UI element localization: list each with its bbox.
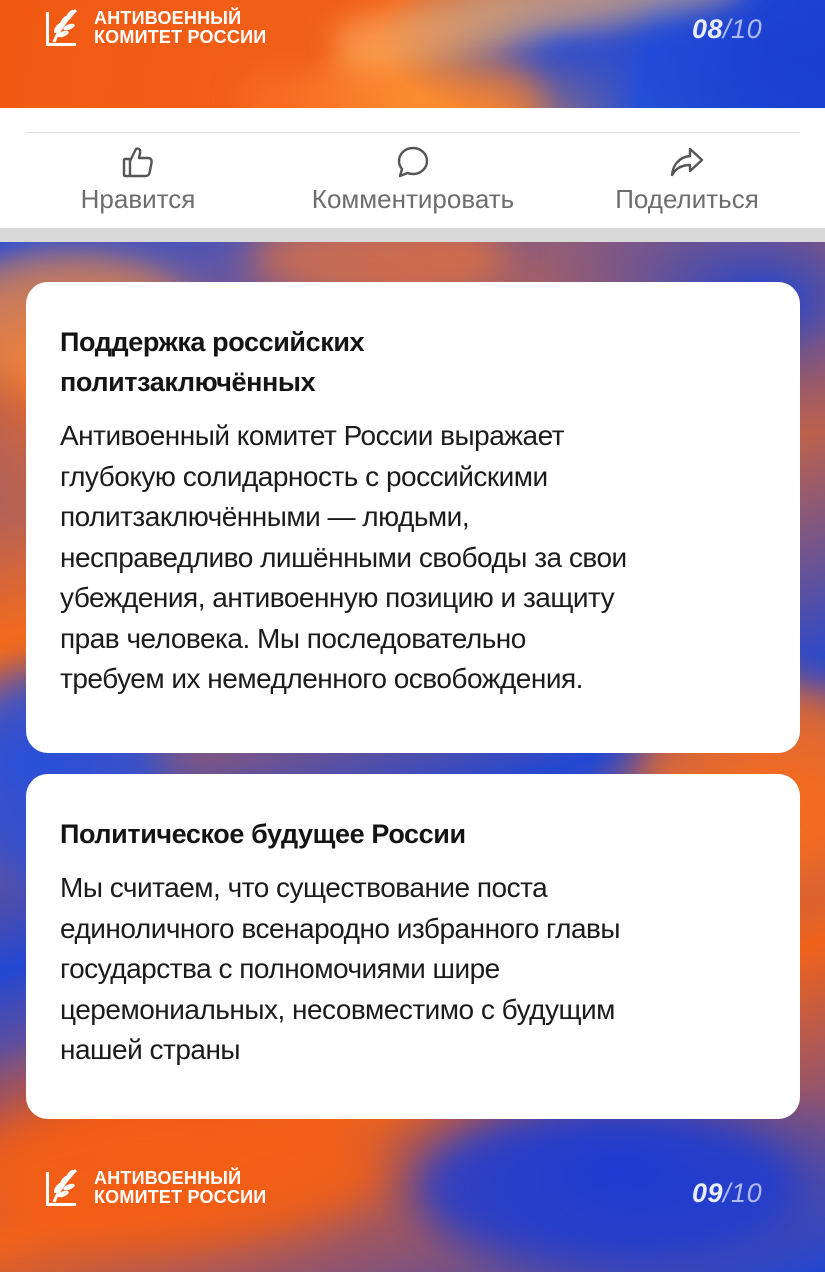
slide-counter — [692, 14, 762, 45]
post-slide-image[interactable] — [0, 242, 825, 1272]
logo-line-2: КОМИТЕТ РОССИИ — [94, 1187, 267, 1207]
card-body — [60, 868, 766, 1071]
card-title — [60, 322, 766, 402]
slide-counter-total: /10 — [723, 14, 763, 44]
thumbs-up-icon — [120, 144, 156, 180]
post-separator — [0, 228, 825, 242]
comment-button[interactable] — [293, 140, 533, 215]
logo-line-1: АНТИВОЕННЫЙ — [94, 8, 242, 28]
bottom-edge — [0, 1272, 825, 1280]
logo-line-1: АНТИВОЕННЫЙ — [94, 1168, 242, 1188]
card-body-line: церемониальных, несовместимо с будущим — [60, 993, 615, 1025]
committee-logo — [44, 1166, 266, 1210]
card-body-line: Антивоенный комитет России выражает — [60, 420, 565, 451]
card-title-line: Поддержка российских — [60, 327, 365, 357]
card-body-line: государства с полномочиями шире — [60, 953, 500, 984]
card-body-line: прав человека. Мы последовательно — [60, 622, 526, 654]
wheat-logo-icon — [44, 6, 86, 50]
card-title — [60, 814, 766, 854]
card-body-line: нашей страны — [60, 1034, 241, 1065]
slide-counter-current: 09 — [692, 1178, 724, 1208]
slide-counter-current: 08 — [692, 14, 724, 44]
card-body-line: политзаключёнными — людьми, — [60, 501, 470, 532]
committee-logo — [44, 6, 266, 50]
card-body — [60, 416, 766, 700]
comment-label: Комментировать — [311, 184, 515, 214]
info-card-political-future — [26, 774, 800, 1119]
wheat-logo-icon — [44, 1166, 86, 1210]
decorative-stripe — [240, 70, 540, 108]
info-card-political-prisoners — [26, 282, 800, 753]
card-body-line: глубокую солидарность с российскими — [60, 460, 548, 492]
card-title-line: Политическое будущее России — [60, 819, 466, 849]
like-label: Нравится — [80, 184, 196, 214]
card-body-line: несправедливо лишёнными свободы за свои — [60, 541, 627, 573]
comment-icon — [395, 144, 431, 180]
share-button[interactable] — [604, 140, 770, 215]
slide-counter-total: /10 — [723, 1178, 763, 1208]
divider — [26, 132, 800, 133]
logo-line-2: КОМИТЕТ РОССИИ — [94, 27, 267, 47]
card-title-line: политзаключённых — [60, 367, 316, 397]
like-button[interactable] — [72, 140, 204, 215]
card-body-line: единоличного всенародно избранного главы — [60, 912, 621, 944]
card-body-line: убеждения, антивоенную позицию и защиту — [60, 582, 615, 613]
card-body-line: требуем их немедленного освобождения. — [60, 663, 583, 694]
share-label: Поделиться — [615, 184, 759, 214]
previous-slide-image[interactable] — [0, 0, 825, 108]
share-icon — [668, 144, 706, 180]
post-action-bar — [0, 140, 825, 228]
slide-counter — [692, 1178, 762, 1209]
card-body-line: Мы считаем, что существование поста — [60, 872, 548, 903]
